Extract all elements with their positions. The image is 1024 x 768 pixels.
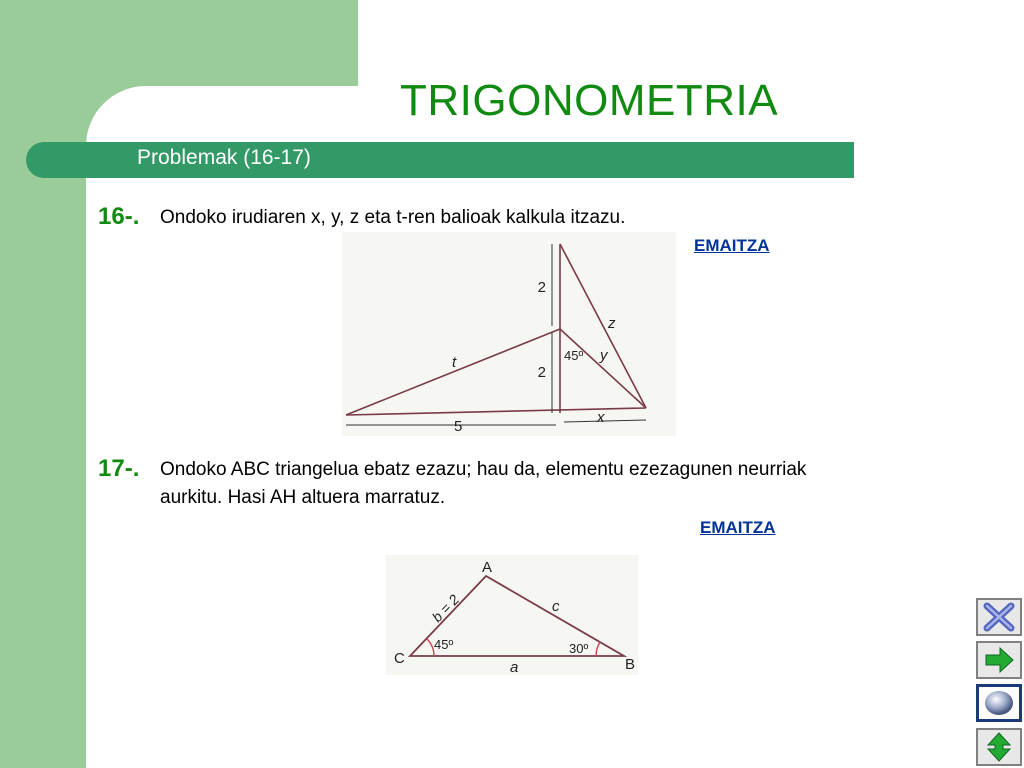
problem-16-solution-link[interactable]: EMAITZA <box>694 236 770 255</box>
problem-16-figure <box>342 232 676 436</box>
slide-title: TRIGONOMETRIA <box>400 76 779 125</box>
sphere-icon <box>979 687 1019 719</box>
problem-17-text-line2: aurkitu. Hasi AH altuera marratuz. <box>160 487 446 508</box>
next-slide-button[interactable] <box>976 641 1022 679</box>
next-arrow-icon <box>978 643 1020 677</box>
label-x: x <box>597 409 605 426</box>
navigate-button[interactable] <box>976 728 1022 766</box>
figure-17-background <box>386 555 638 675</box>
label-a-vertex: A <box>482 559 493 576</box>
label-t: t <box>452 354 457 371</box>
problem-17-figure <box>386 555 638 675</box>
label-b-vertex: B <box>625 656 636 673</box>
figure-16-background <box>342 232 676 436</box>
close-x-icon <box>978 600 1020 634</box>
problem-17-solution-link[interactable]: EMAITZA <box>700 518 776 537</box>
top-green-band <box>0 0 358 86</box>
label-z: z <box>608 315 616 332</box>
problem-17-text-line1: Ondoko ABC triangelua ebatz ezazu; hau da, elementu ezezagunen neurriak <box>160 459 807 480</box>
label-2-upper: 2 <box>537 279 546 296</box>
label-5: 5 <box>454 418 463 435</box>
label-2-lower: 2 <box>537 364 546 381</box>
label-45: 45º <box>564 348 584 363</box>
home-sphere-button[interactable] <box>976 684 1022 722</box>
up-down-arrow-icon <box>978 730 1020 764</box>
label-b-side: b = 2 <box>428 591 463 626</box>
rounded-corner <box>86 86 146 146</box>
label-30: 30º <box>569 641 589 656</box>
label-a-side: a <box>510 659 519 675</box>
label-45: 45º <box>434 637 454 652</box>
label-c-vertex: C <box>394 650 405 667</box>
close-button[interactable] <box>976 598 1022 636</box>
left-green-band <box>0 0 86 768</box>
problem-16-text: Ondoko irudiaren x, y, z eta t-ren balioak kalkula itzazu. <box>160 207 626 228</box>
slide-subtitle: Problemak (16-17) <box>137 146 311 169</box>
problem-16-number: 16-. <box>98 203 140 230</box>
problem-17-number: 17-. <box>98 455 140 482</box>
label-y: y <box>600 347 608 364</box>
label-c-side: c <box>552 598 560 615</box>
